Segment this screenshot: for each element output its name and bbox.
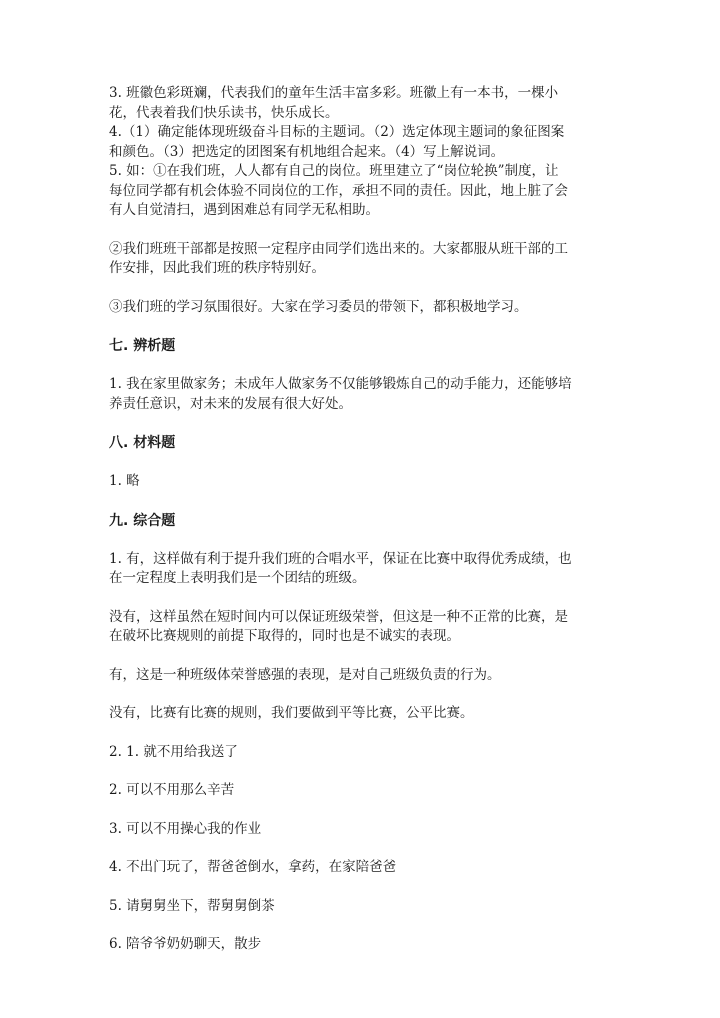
text-line: 4. 不出门玩了，帮爸爸倒水，拿药，在家陪爸爸 bbox=[109, 859, 397, 875]
answer-q9-2-item bbox=[109, 935, 609, 955]
text-line: 4.（1）确定能体现班级奋斗目标的主题词。（2）选定体现主题词的象征图案 bbox=[109, 124, 565, 140]
text-line: 2. 1. 就不用给我送了 bbox=[109, 743, 238, 760]
answer-q9-2-item bbox=[109, 781, 609, 801]
answer-q6-4 bbox=[109, 123, 609, 162]
text-line: 在一定程度上表明我们是一个团结的班级。 bbox=[109, 570, 366, 586]
text-line: 作安排，因此我们班的秩序特别好。 bbox=[109, 260, 325, 276]
text-line: 没有，这样虽然在短时间内可以保证班级荣誉，但这是一种不正常的比赛，是 bbox=[109, 608, 568, 625]
text-line: 没有，比赛有比赛的规则，我们要做到平等比赛，公平比赛。 bbox=[109, 705, 474, 721]
document-page bbox=[109, 84, 609, 955]
text-line: 在破坏比赛规则的前提下取得的，同时也是不诚实的表现。 bbox=[109, 628, 460, 644]
text-line: 和颜色。（3）把选定的团图案有机地组合起来。（4）写上解说词。 bbox=[109, 143, 505, 160]
section-heading-8: 八. 材料题 bbox=[109, 435, 176, 451]
section-heading-9: 九. 综合题 bbox=[109, 512, 176, 529]
text-line: 5. 请舅舅坐下，帮舅舅倒茶 bbox=[109, 897, 275, 914]
answer-q6-5 bbox=[109, 162, 609, 221]
text-line: ③我们班的学习氛围很好。大家在学习委员的带领下，都积极地学习。 bbox=[109, 298, 528, 315]
answer-q9-2-item bbox=[109, 743, 609, 763]
text-line: 6. 陪爷爷奶奶聊天，散步 bbox=[109, 936, 262, 952]
answer-q6-3 bbox=[109, 84, 609, 123]
section-heading-7: 七. 辨析题 bbox=[109, 338, 176, 354]
text-line: 有人自觉清扫，遇到困难总有同学无私相助。 bbox=[109, 202, 379, 218]
answer-q6-5-point-3 bbox=[109, 298, 609, 318]
text-line: 3. 可以不用操心我的作业 bbox=[109, 820, 262, 837]
text-line: 有，这是一种班级体荣誉感强的表现，是对自己班级负责的行为。 bbox=[109, 666, 501, 683]
text-line: 花，代表着我们快乐读书，快乐成长。 bbox=[109, 104, 339, 121]
text-line: ②我们班班干部都是按照一定程序由同学们选出来的。大家都服从班干部的工 bbox=[109, 240, 568, 257]
answer-q9-1 bbox=[109, 550, 609, 589]
answer-q9-2-item bbox=[109, 858, 609, 878]
answer-q7-1 bbox=[109, 375, 609, 414]
answer-q6-5-point-2 bbox=[109, 240, 609, 279]
answer-q9-2-item bbox=[109, 897, 609, 917]
answer-q9-1-d bbox=[109, 704, 609, 724]
answer-q8-1 bbox=[109, 472, 609, 492]
text-line: 3. 班徽色彩斑斓，代表我们的童年生活丰富多彩。班徽上有一本书，一棵小 bbox=[109, 85, 559, 101]
text-line: 1. 有，这样做有利于提升我们班的合唱水平，保证在比赛中取得优秀成绩，也 bbox=[109, 550, 572, 567]
text-line: 1. 我在家里做家务；未成年人做家务不仅能够锻炼自己的动手能力，还能够培 bbox=[109, 376, 572, 392]
text-line: 养责任意识，对未来的发展有很大好处。 bbox=[109, 395, 352, 412]
text-line: 每位同学都有机会体验不同岗位的工作，承担不同的责任。因此，地上脏了会 bbox=[109, 182, 568, 199]
answer-q9-1-c bbox=[109, 666, 609, 686]
text-line: 5. 如：①在我们班，人人都有自己的岗位。班里建立了“岗位轮换”制度，让 bbox=[109, 163, 559, 179]
answer-q9-2-item bbox=[109, 820, 609, 840]
text-line: 2. 可以不用那么辛苦 bbox=[109, 782, 235, 798]
text-line: 1. 略 bbox=[109, 473, 140, 489]
answer-q9-1-b bbox=[109, 608, 609, 647]
